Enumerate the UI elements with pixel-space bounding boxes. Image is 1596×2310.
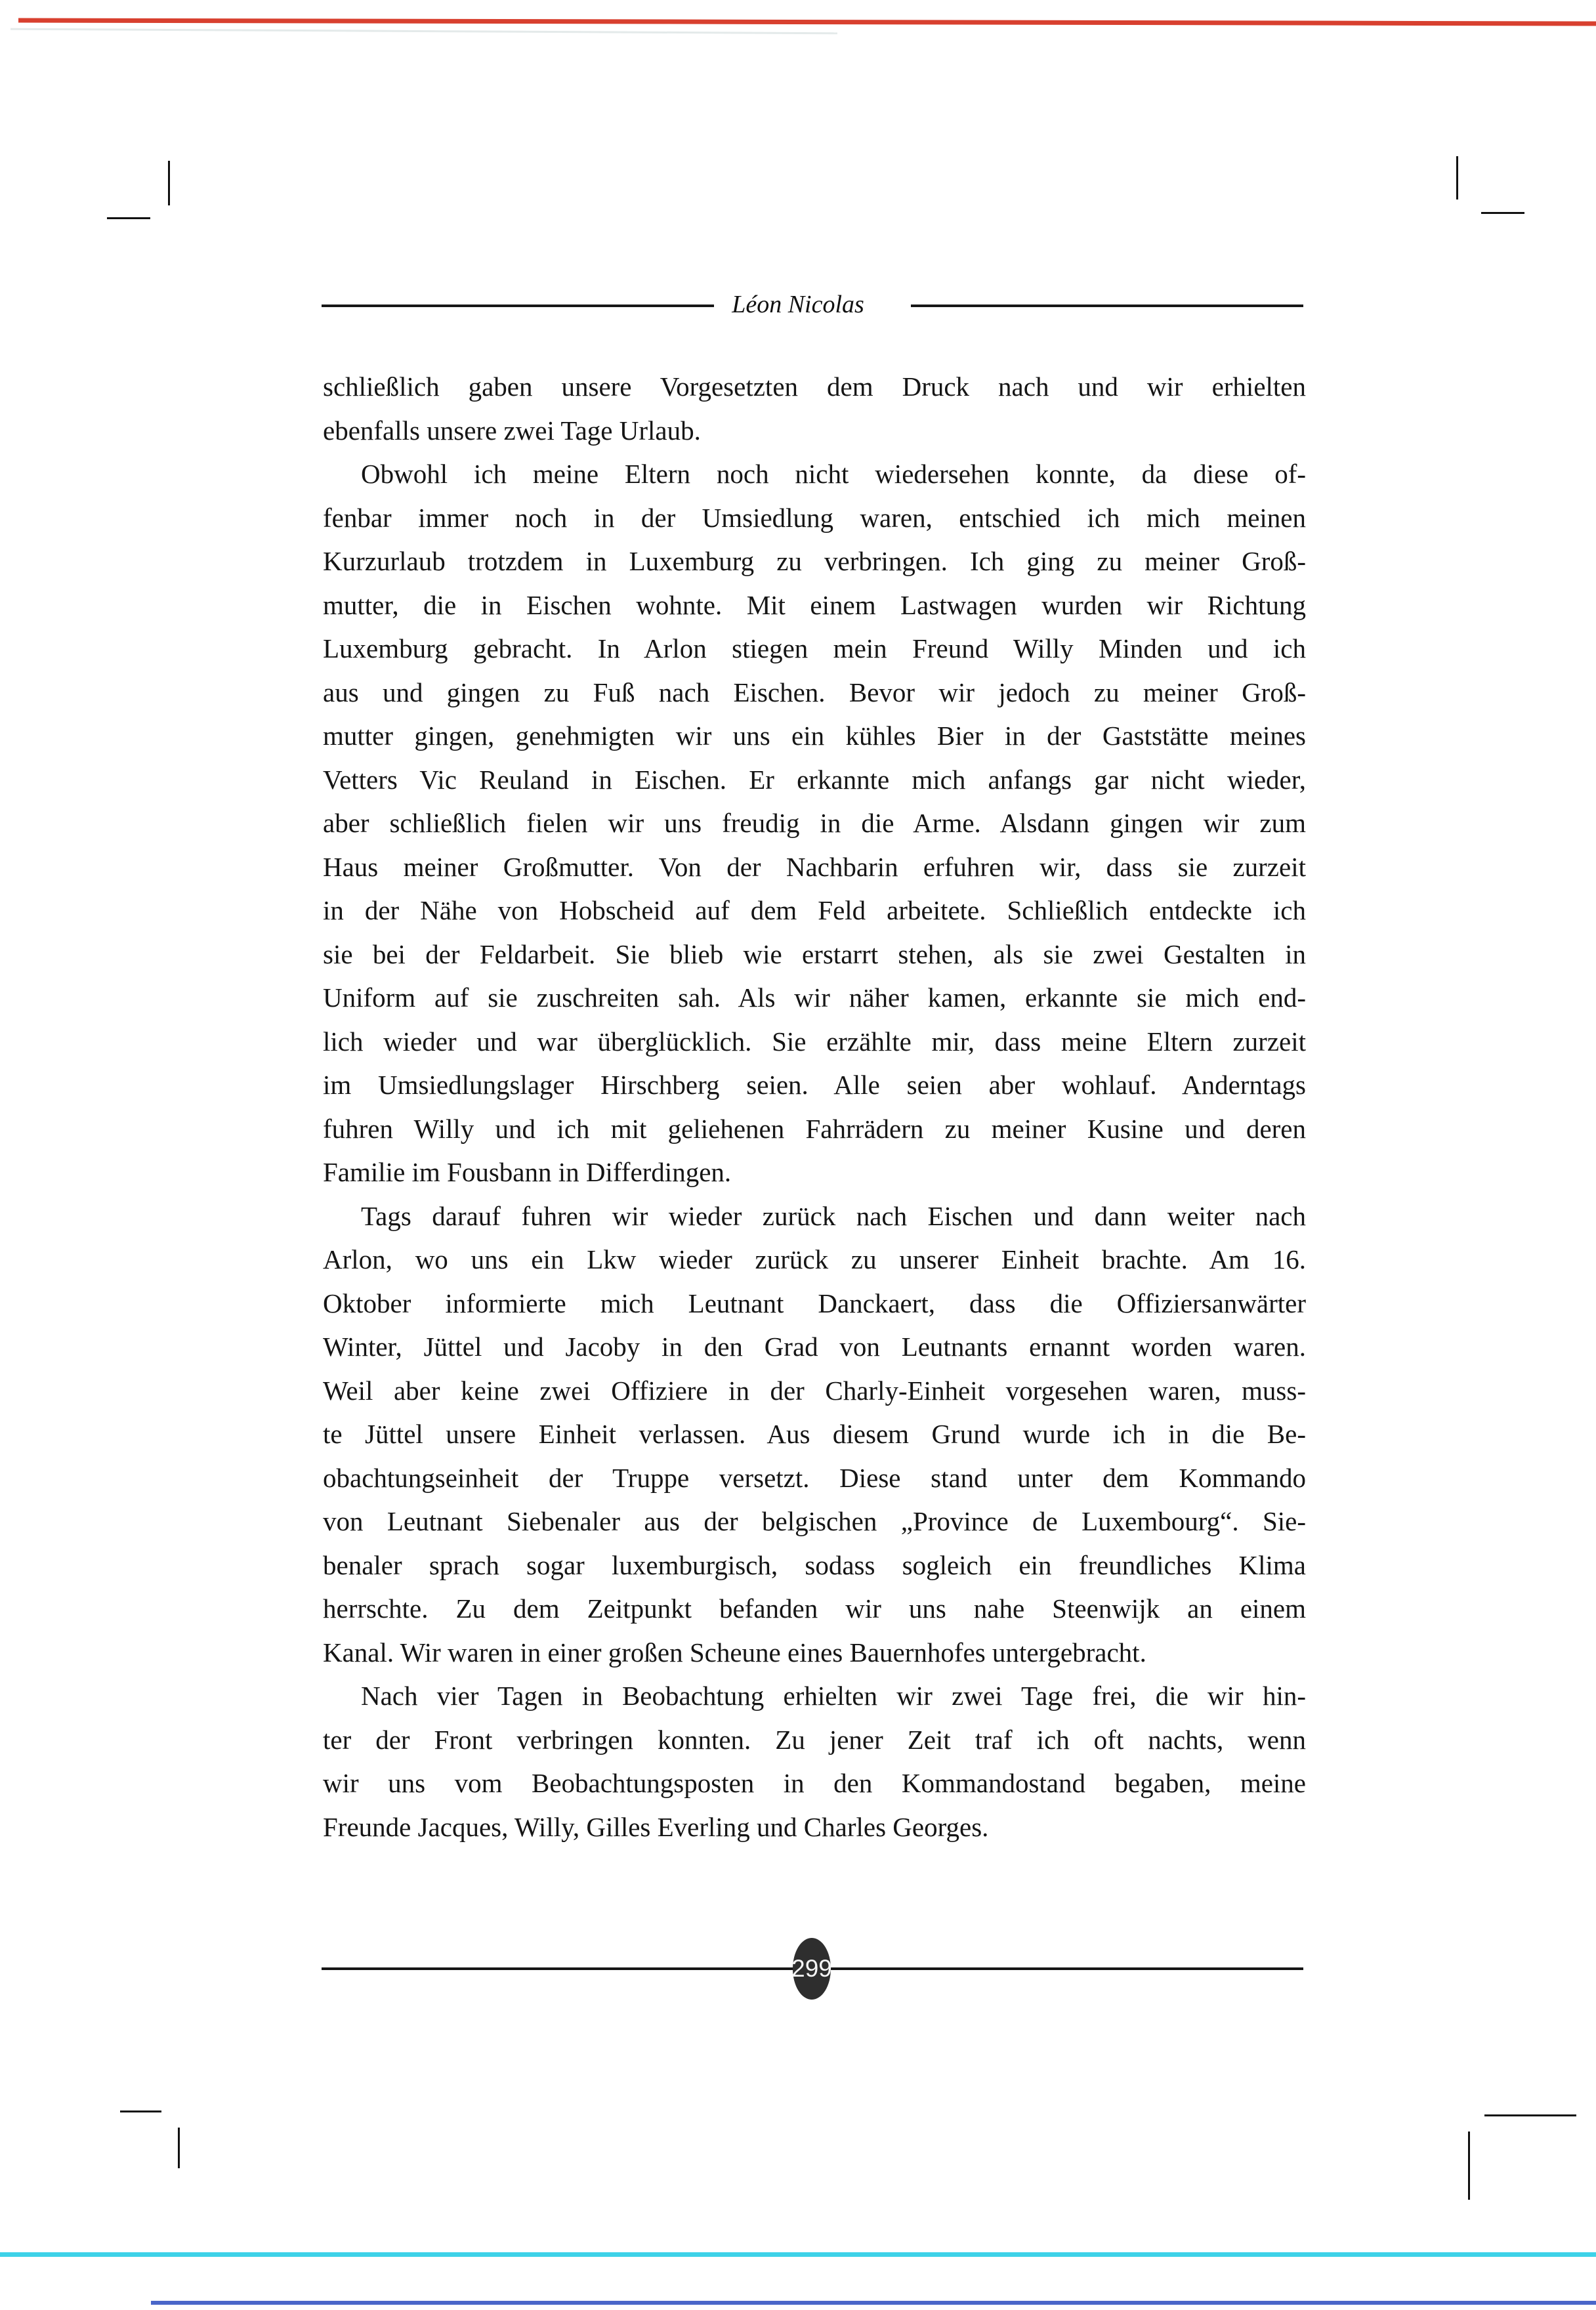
bottom-cyan-scan-line — [0, 2252, 1596, 2257]
crop-mark-top-right-horizontal — [1481, 212, 1524, 214]
text-line: Weil aber keine zwei Offiziere in der Charly-Einheit vorgesehen waren, muss- — [323, 1375, 1306, 1406]
running-head-author: Léon Nicolas — [732, 291, 864, 318]
text-line: ebenfalls unsere zwei Tage Urlaub. — [323, 415, 701, 446]
crop-mark-top-left-horizontal — [107, 217, 150, 219]
text-line: Nach vier Tagen in Beobachtung erhielten wir zwei Tage frei, die wir hin- — [361, 1681, 1306, 1711]
text-line: im Umsiedlungslager Hirschberg seien. Alle seien aber wohlauf. Anderntags — [323, 1070, 1306, 1100]
text-line: Vetters Vic Reuland in Eischen. Er erkannte mich anfangs gar nicht wieder, — [323, 764, 1306, 795]
text-line: von Leutnant Siebenaler aus der belgischen „Province de Luxembourg“. Sie- — [323, 1506, 1306, 1536]
header-rule-right — [911, 304, 1303, 307]
text-line: aber schließlich fielen wir uns freudig in die Arme. Alsdann gingen wir zum — [323, 808, 1306, 838]
page-number-badge — [793, 1938, 831, 2000]
text-line: obachtungseinheit der Truppe versetzt. Diese stand unter dem Kommando — [323, 1462, 1306, 1493]
text-line: lich wieder und war überglücklich. Sie erzählte mir, dass meine Eltern zurzeit — [323, 1026, 1306, 1057]
bottom-blue-scan-line — [151, 2301, 1596, 2305]
text-line: Arlon, wo uns ein Lkw wieder zurück zu unserer Einheit brachte. Am 16. — [323, 1244, 1306, 1274]
crop-mark-top-right-vertical — [1456, 156, 1458, 200]
text-line: Familie im Fousbann in Differdingen. — [323, 1157, 732, 1187]
crop-mark-top-left-vertical — [168, 161, 170, 205]
text-line: herrschte. Zu dem Zeitpunkt befanden wir uns nahe Steenwijk an einem — [323, 1593, 1306, 1624]
text-line: Haus meiner Großmutter. Von der Nachbarin erfuhren wir, dass sie zurzeit — [323, 851, 1306, 882]
text-line: Tags darauf fuhren wir wieder zurück nach Eischen und dann weiter nach — [361, 1200, 1306, 1231]
text-line: Kurzurlaub trotzdem in Luxemburg zu verbringen. Ich ging zu meiner Groß- — [323, 546, 1306, 576]
text-line: Oktober informierte mich Leutnant Danckaert, dass die Offiziersanwärter — [323, 1288, 1306, 1318]
text-line: Obwohl ich meine Eltern noch nicht wiedersehen konnte, da diese of- — [361, 459, 1306, 489]
text-line: ter der Front verbringen konnten. Zu jener Zeit traf ich oft nachts, wenn — [323, 1724, 1306, 1755]
text-line: sie bei der Feldarbeit. Sie blieb wie erstarrt stehen, als sie zwei Gestalten in — [323, 938, 1306, 969]
text-line: Freunde Jacques, Willy, Gilles Everling und Charles Georges. — [323, 1811, 989, 1842]
text-line: in der Nähe von Hobscheid auf dem Feld arbeitete. Schließlich entdeckte ich — [323, 895, 1306, 925]
text-line: Winter, Jüttel und Jacoby in den Grad von Leutnants ernannt worden waren. — [323, 1332, 1306, 1362]
text-line: Uniform auf sie zuschreiten sah. Als wir näher kamen, erkannte sie mich end- — [323, 982, 1306, 1013]
text-line: mutter gingen, genehmigten wir uns ein kühles Bier in der Gaststätte meines — [323, 721, 1306, 751]
text-line: fenbar immer noch in der Umsiedlung waren, entschied ich mich meinen — [323, 502, 1306, 533]
text-line: aus und gingen zu Fuß nach Eischen. Bevor wir jedoch zu meiner Groß- — [323, 677, 1306, 707]
crop-mark-bottom-left-vertical — [178, 2128, 180, 2168]
text-line: fuhren Willy und ich mit geliehenen Fahrrädern zu meiner Kusine und deren — [323, 1113, 1306, 1144]
text-line: te Jüttel unsere Einheit verlassen. Aus diesem Grund wurde ich in die Be- — [323, 1419, 1306, 1449]
text-line: wir uns vom Beobachtungsposten in den Kommandostand begaben, meine — [323, 1768, 1306, 1798]
text-line: mutter, die in Eischen wohnte. Mit einem Lastwagen wurden wir Richtung — [323, 589, 1306, 620]
text-line: Luxemburg gebracht. In Arlon stiegen mein Freund Willy Minden und ich — [323, 633, 1306, 663]
page-body-text — [323, 365, 1306, 1849]
page-number: 299 — [791, 1955, 832, 1982]
text-line: Kanal. Wir waren in einer großen Scheune eines Bauernhofes untergebracht. — [323, 1637, 1146, 1668]
crop-mark-bottom-right-horizontal — [1484, 2114, 1576, 2116]
top-faint-scan-line — [10, 28, 837, 35]
text-line: benaler sprach sogar luxemburgisch, sodass sogleich ein freundliches Klima — [323, 1549, 1306, 1580]
crop-mark-bottom-left-horizontal — [120, 2110, 161, 2112]
top-red-scan-line — [18, 18, 1596, 26]
crop-mark-bottom-right-vertical — [1468, 2132, 1470, 2200]
text-line: schließlich gaben unsere Vorgesetzten dem Druck nach und wir erhielten — [323, 371, 1306, 402]
